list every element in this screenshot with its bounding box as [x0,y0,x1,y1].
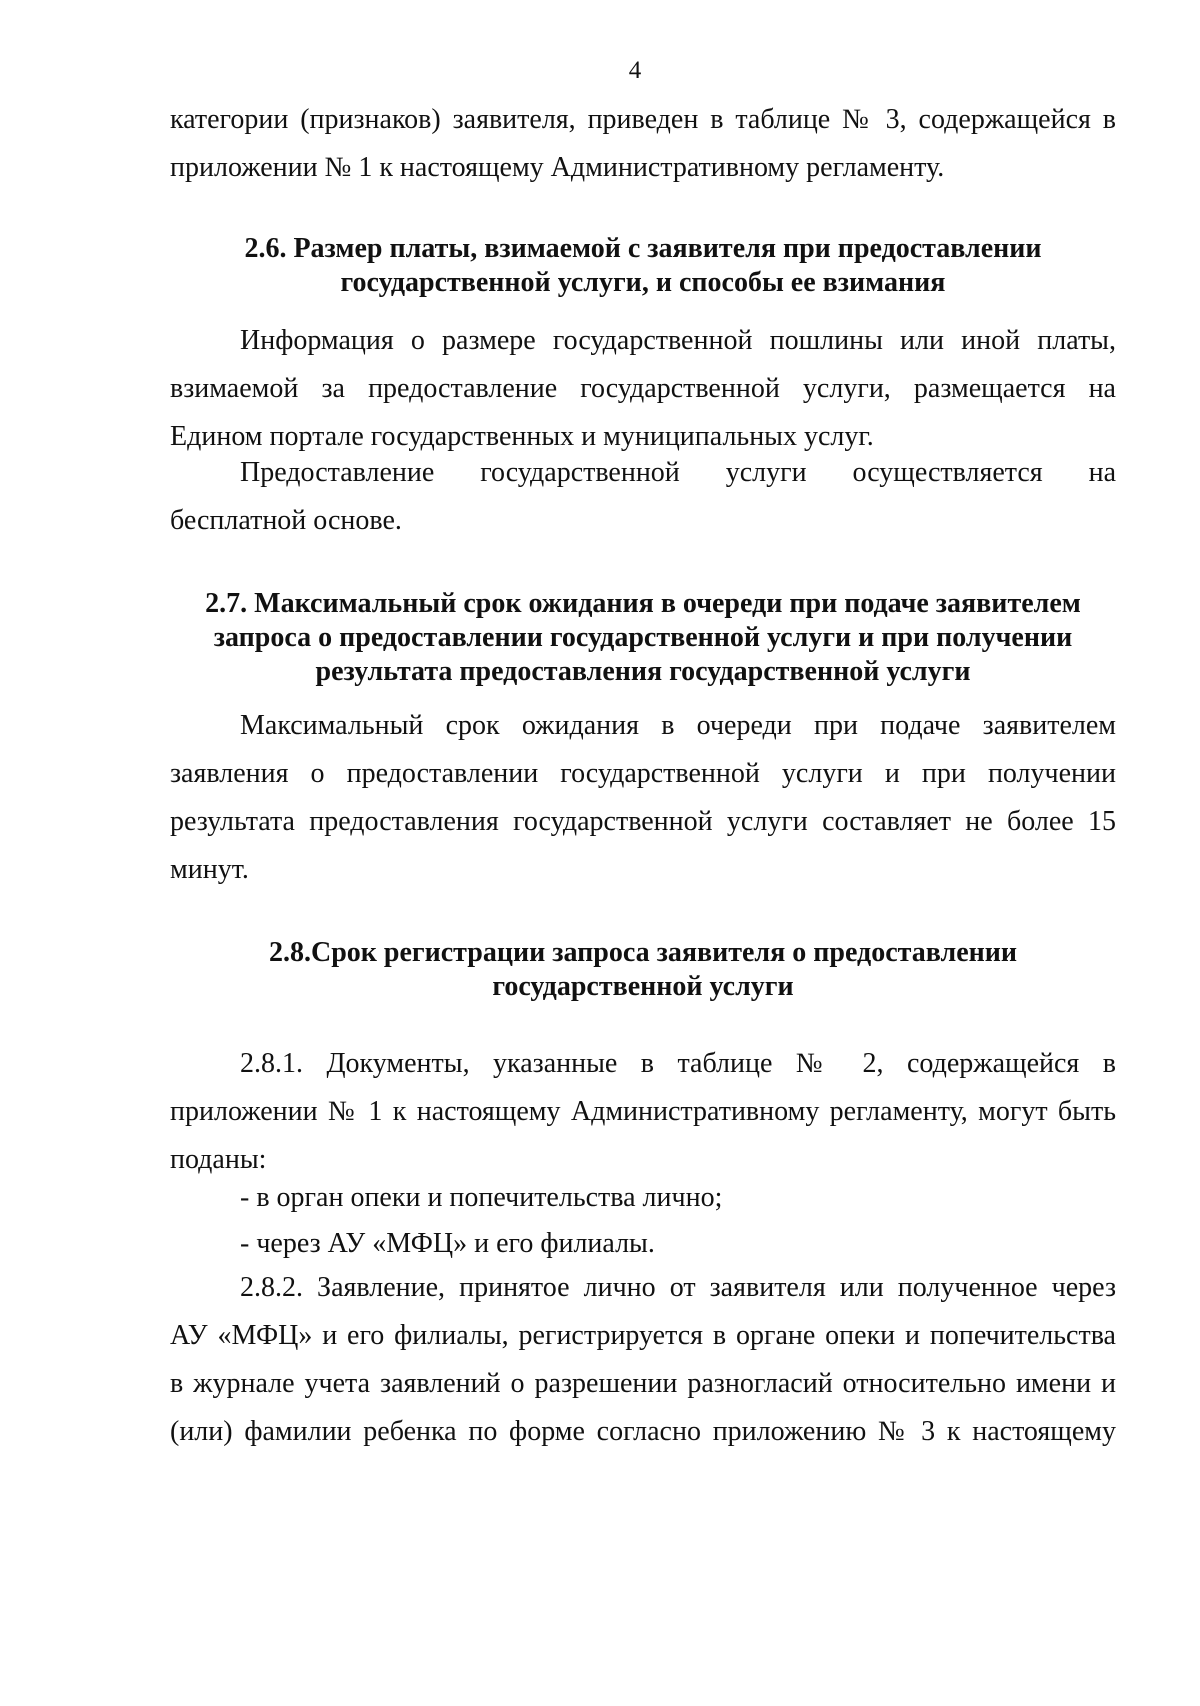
section-heading-2-8 [170,936,1116,1004]
page-number: 4 [628,57,642,84]
list-item-via-mfc: - через АУ «МФЦ» и его филиалы. [240,1228,655,1259]
paragraph-2-6-fee-info: Информация о размере государственной пошлины или иной платы, взимаемой за предоставление государственной услуги, размещается на Едином портале государственных и муниципальных услуг. [170,325,1116,452]
heading-2-7-line-1: 2.7. Максимальный срок ожидания в очереди при подаче заявителем [205,588,1081,619]
heading-2-8-line-2: государственной услуги [492,971,794,1002]
heading-2-6-line-1: 2.6. Размер платы, взимаемой с заявителя при предоставлении [244,233,1042,264]
heading-2-8-line-1: 2.8.Срок регистрации запроса заявителя о предоставлении [268,937,1018,968]
section-heading-2-6 [170,232,1116,300]
heading-2-7-line-3: результата предоставления государственной услуги [315,656,971,687]
para-2-8-2-line-1: 2.8.2. Заявление, принятое лично от заявителя или полученное через [240,1272,1116,1303]
para-2-8-2-line-2: АУ «МФЦ» и его филиалы, регистрируется в органе опеки и попечительства [170,1320,1116,1351]
list-item-in-person: - в орган опеки и попечительства лично; [240,1182,723,1213]
intro-paragraph [170,96,1116,192]
para-2-8-2-line-4: (или) фамилии ребенка по форме согласно приложению № 3 к настоящему [170,1416,1116,1447]
free-basis-line-2: бесплатной основе. [170,505,402,536]
free-basis-line-1: Предоставление государственной услуги осуществляется на [240,457,1116,488]
paragraph-2-6-free-basis [170,449,1116,545]
paragraph-2-8-2 [170,1264,1116,1456]
intro-line-2: приложении № 1 к настоящему Административному регламенту. [170,152,945,183]
heading-2-6-line-2: государственной услуги, и способы ее взимания [340,267,946,298]
intro-line-1: категории (признаков) заявителя, приведен в таблице № 3, содержащейся в [170,104,1116,135]
paragraph-2-8-1: 2.8.1. Документы, указанные в таблице № 2, содержащейся в приложении № 1 к настоящему Административному регламенту, могут быть поданы: [170,1048,1116,1175]
section-heading-2-7 [170,587,1116,689]
paragraph-2-7-queue-time: Максимальный срок ожидания в очереди при подаче заявителем заявления о предоставлении государственной услуги и при получении результата предоставления государственной услуги составляет не более 15 минут. [170,710,1116,885]
para-2-8-2-line-3: в журнале учета заявлений о разрешении разногласий относительно имени и [170,1368,1116,1399]
heading-2-7-line-2: запроса о предоставлении государственной услуги и при получении [213,622,1073,653]
